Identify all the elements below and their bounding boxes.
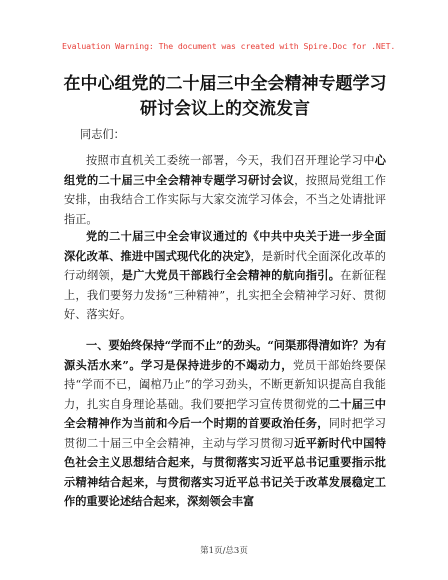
paragraph-3-text-b: “问渠那得清如许？为有源头活水来”。学习是保持进步的不竭动力， bbox=[64, 338, 387, 372]
paragraph-3-text-e: 同时把学习贯彻二十届三中全会精神，主动与学习贯彻习 bbox=[64, 417, 386, 450]
paragraph-3 bbox=[64, 336, 386, 512]
paragraph-3-text-c: 党员干部始终要保持“学而不已，阖棺乃止”的学习劲头，不断更新知识提高自我能力，扎实自身理论基础。我们要把学习宣传贯彻党的 bbox=[64, 358, 386, 411]
paragraph-2-text-c: 是广大党员干部践行全会精神的航向指引。 bbox=[121, 268, 341, 282]
paragraph-1-text-c: ，按照局党组工作安排，由我结合工作实际与大家交流学习体会，不当之处请批评指正。 bbox=[64, 173, 386, 226]
paragraph-3-text-g: 深刻领会丰富 bbox=[187, 494, 255, 508]
document-title: 在中心组党的二十届三中全会精神专题学习研讨会议上的交流发言 bbox=[63, 74, 387, 119]
paragraph-2-text-b: ，是新时代全面深化改革的行动纲领， bbox=[64, 249, 386, 282]
paragraph-3-text-d: 二十届三中全会精神作为当前和今后一个时期的首要政治任务， bbox=[64, 396, 386, 430]
paragraph-2-text-a: 党的二十届三中全会审议通过的《中共中央关于进一步全面深化改革、推进中国式现代化的决定》 bbox=[64, 229, 386, 263]
page-footer: 第1页/总3页 bbox=[200, 546, 248, 556]
evaluation-warning: Evaluation Warning: The document was created with Spire.Doc for .NET. bbox=[62, 41, 396, 51]
paragraph-2 bbox=[64, 227, 386, 325]
salutation: 同志们： bbox=[80, 128, 125, 141]
paragraph-1-text-a: 按照市直机关工委统一部署，今天，我们召开理论学习中 bbox=[86, 154, 375, 167]
paragraph-1-text-b: 心组党的二十届三中全会精神专题学习研讨会议 bbox=[64, 153, 386, 187]
section-heading-1: 一、要始终保持“学而不止”的劲头。 bbox=[86, 338, 268, 352]
paragraph-3-text-f: 近平新时代中国特色社会主义思想结合起来，与贯彻落实习近平总书记重要指示批示精神结合起来，与贯彻落实习近平总书记关于改革发展稳定工作的重要论述结合起来， bbox=[64, 435, 386, 508]
paragraph-2-text-d: 在新征程上，我们要努力发扬“三种精神”，扎实把全会精神学习好、贯彻好、落实好。 bbox=[64, 269, 386, 321]
paragraph-1 bbox=[64, 151, 386, 229]
